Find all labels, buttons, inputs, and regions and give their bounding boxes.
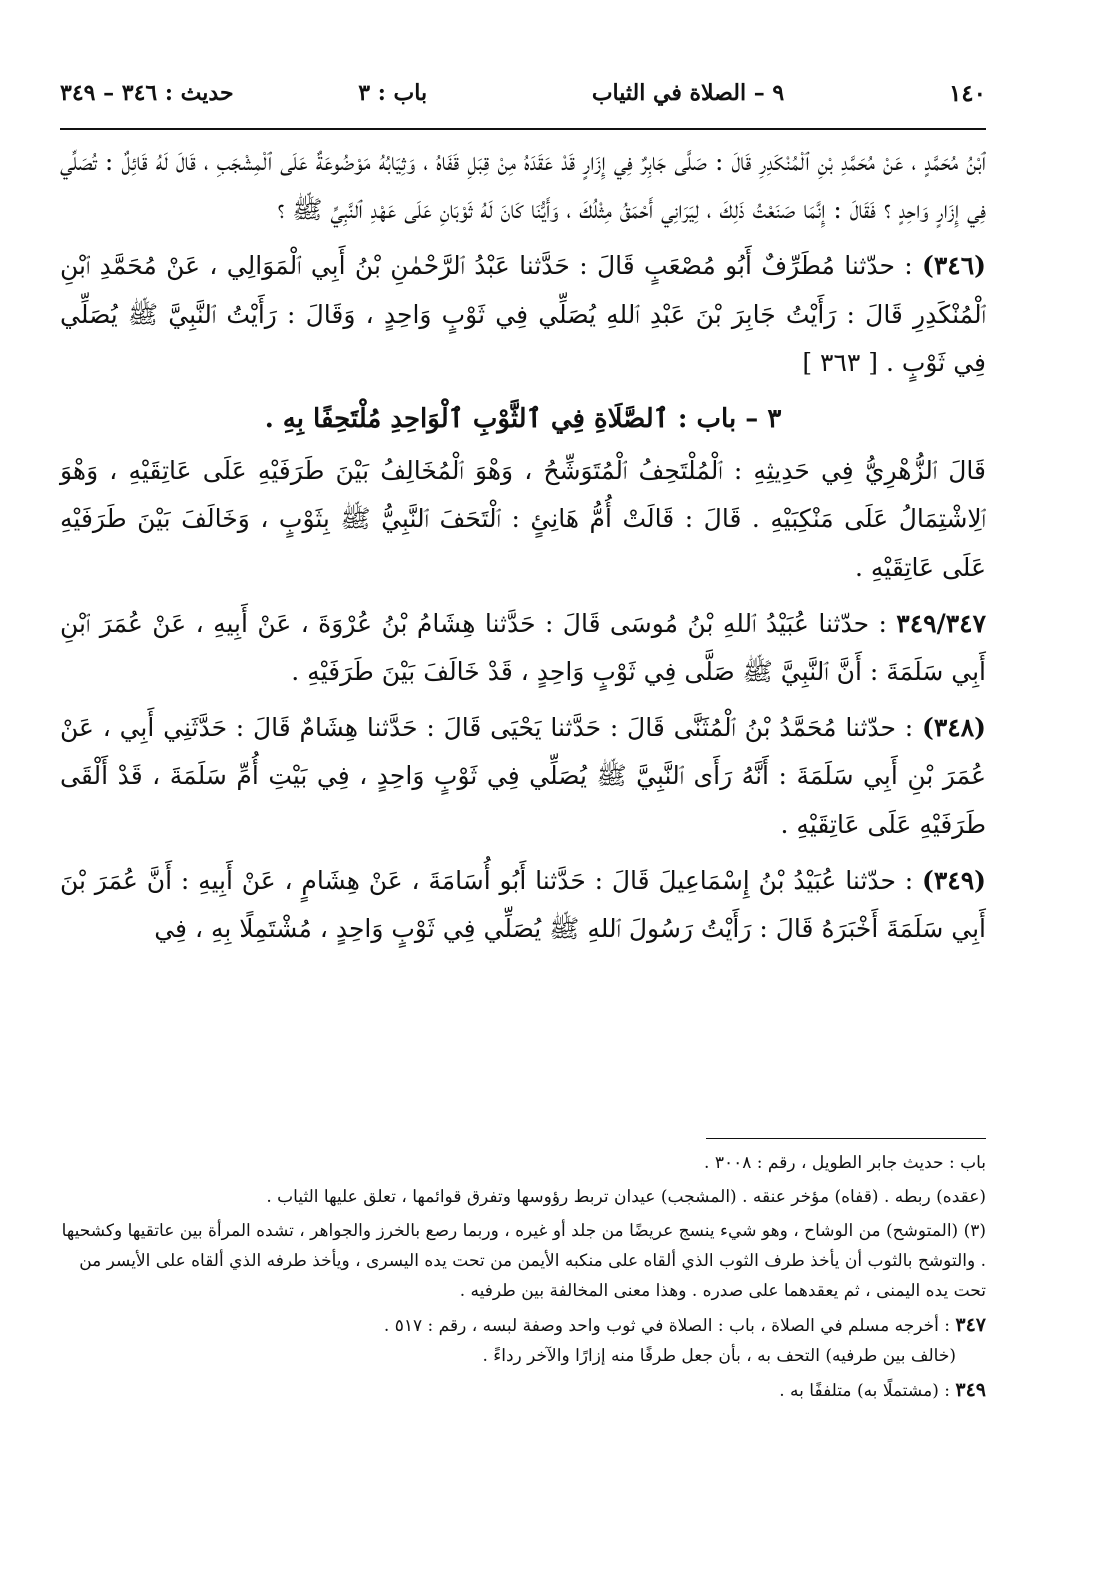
bab-label: باب : ٣ xyxy=(358,80,428,106)
chapter-title: ٩ – الصلاة في الثياب xyxy=(591,80,785,106)
hadith-text: : حدّثنا مُطَرِّفٌ أَبُو مُصْعَبٍ قَالَ : حَدَّثنا عَبْدُ ٱلرَّحْمٰنِ بْنُ أَبِي ٱلْمَوَالِي ، عَنْ مُحَمَّدِ ٱبْنِ ٱلْمُنْكَدِرِ قَالَ : رَأَيْتُ جَابِرَ بْنَ عَبْدِ ٱللهِ يُصَلِّي فِي ثَوْبٍ وَاحِدٍ ، وَقَالَ : رَأَيْتُ ٱلنَّبِيَّ ﷺ يُصَلِّي فِي ثَوْبٍ . [ ٣٦٣ ] xyxy=(60,251,986,377)
paragraph-continuation: ٱبْنُ مُحَمَّدٍ ، عَنْ مُحَمَّدِ بْنِ ٱلْمُنْكَدِرِ قَالَ : صَلَّى جَابِرٌ فِي إِزَارٍ قَدْ عَقَدَهُ مِنْ قِبَلِ قَفَاهُ ، وَثِيَابُهُ مَوْضُوعَةٌ عَلَى ٱلْمِشْجَبِ ، قَالَ لَهُ قَائِلٌ : تُصَلِّي فِي إِزَارٍ وَاحِدٍ ؟ فَقَالَ : إِنَّمَا صَنَعْتُ ذَلِكَ ، لِيَرَانِي أَحْمَقُ مِثْلُكَ ، وَأَيُّنَا كَانَ لَهُ ثَوْبَانِ عَلَى عَهْدِ ٱلنَّبِيِّ ﷺ ؟ xyxy=(60,147,986,225)
footnote: (عقده) ربطه . (قفاه) مؤخر عنقه . (المشجب) عيدان تربط رؤوسها وتفرق قوائمها ، تعلق عليها الثياب . xyxy=(266,1187,986,1207)
footnote-347 xyxy=(60,1310,986,1341)
hadith-number: ٣٤٩/٣٤٧ xyxy=(896,608,986,638)
hadith-348 xyxy=(60,704,986,849)
footnote-number: ٣٤٩ xyxy=(955,1379,986,1401)
footnote-divider xyxy=(706,1138,986,1139)
section-heading: ٣ – باب : ٱلصَّلَاةِ فِي ٱلثَّوْبِ ٱلْوَاحِدِ مُلْتَحِفًا بِهِ . xyxy=(264,404,782,435)
hadith-347 xyxy=(60,600,986,696)
hadith-346 xyxy=(60,242,986,387)
header-divider xyxy=(60,128,986,130)
hadith-number: (٣٤٩) xyxy=(922,865,986,895)
hadith-number: (٣٤٨) xyxy=(922,713,986,743)
footnote-text: : أخرجه مسلم في الصلاة ، باب : الصلاة في ثوب واحد وصفة لبسه ، رقم : ٥١٧ . xyxy=(383,1316,950,1336)
section-intro: قَالَ ٱلزُّهْرِيُّ فِي حَدِيثِهِ : ٱلْمُلْتَحِفُ ٱلْمُتَوَشِّحُ ، وَهْوَ ٱلْمُخَالِفُ بَيْنَ طَرَفَيْهِ عَلَى عَاتِقَيْهِ ، وَهْوَ ٱلِاشْتِمَالُ عَلَى مَنْكِبَيْهِ . قَالَ : قَالَتْ أُمُّ هَانِئٍ : ٱلْتَحَفَ ٱلنَّبِيُّ ﷺ بِثَوْبٍ ، وَخَالَفَ بَيْنَ طَرَفَيْهِ عَلَى عَاتِقَيْهِ . xyxy=(60,456,986,582)
running-header xyxy=(60,70,986,116)
hadith-349 xyxy=(60,857,986,953)
footnote-note: (خالف بين طرفيه) التحف به ، بأن جعل طرفًا منه إزارًا والآخر رداءً . xyxy=(482,1346,956,1366)
footnote: باب : حديث جابر الطويل ، رقم : ٣٠٠٨ . xyxy=(704,1153,986,1173)
hadith-text: : حدّثنا عُبَيْدُ ٱللهِ بْنُ مُوسَى قَالَ : حَدَّثنا هِشَامُ بْنُ عُرْوَةَ ، عَنْ أَبِيهِ ، عَنْ عُمَرَ ٱبْنِ أَبِي سَلَمَةَ : أَنَّ ٱلنَّبِيَّ ﷺ صَلَّى فِي ثَوْبٍ وَاحِدٍ ، قَدْ خَالَفَ بَيْنَ طَرَفَيْهِ . xyxy=(60,608,986,687)
footnote-349 xyxy=(60,1375,986,1406)
page-number: ١٤٠ xyxy=(948,79,986,107)
hadith-number: (٣٤٦) xyxy=(922,251,987,281)
hadith-range: حديث : ٣٤٦ – ٣٤٩ xyxy=(60,80,234,106)
footnotes xyxy=(60,1148,986,1406)
footnote-number: ٣٤٧ xyxy=(955,1314,986,1336)
hadith-text: : حدّثنا مُحَمَّدُ بْنُ ٱلْمُثَنَّى قَالَ : حَدَّثنا يَحْيَى قَالَ : حَدَّثنا هِشَامٌ قَالَ : حَدَّثَنِي أَبِي ، عَنْ عُمَرَ بْنِ أَبِي سَلَمَةَ : أَنَّهُ رَأَى ٱلنَّبِيَّ ﷺ يُصَلِّي فِي ثَوْبٍ وَاحِدٍ ، فِي بَيْتِ أُمِّ سَلَمَةَ ، قَدْ أَلْقَى طَرَفَيْهِ عَلَى عَاتِقَيْهِ . xyxy=(60,713,986,839)
hadith-text: : حدّثنا عُبَيْدُ بْنُ إِسْمَاعِيلَ قَالَ : حَدَّثنا أَبُو أُسَامَةَ ، عَنْ هِشَامٍ ، عَنْ أَبِيهِ : أَنَّ عُمَرَ بْنَ أَبِي سَلَمَةَ أَخْبَرَهُ قَالَ : رَأَيْتُ رَسُولَ ٱللهِ ﷺ يُصَلِّي فِي ثَوْبٍ وَاحِدٍ ، مُشْتَمِلًا بِهِ ، فِي xyxy=(60,865,986,944)
footnote: (٣) (المتوشح) من الوشاح ، وهو شيء ينسج عريضًا من جلد أو غيره ، وربما رصع بالخرز والجواهر ، تشده المرأة بين عاتقيها وكشحيها . والتوشح بالثوب أن يأخذ طرف الثوب الذي ألقاه على منكبه الأيمن من تحت يده اليسرى ، ويأخذ طرفه الذي ألقاه على الأيسر من تحت يده اليمنى ، ثم يعقدهما على صدره . وهذا معنى المخالفة بين طرفيه . xyxy=(61,1221,986,1301)
footnote-text: : (مشتملًا به) متلففًا به . xyxy=(779,1381,950,1401)
main-text xyxy=(60,138,986,961)
